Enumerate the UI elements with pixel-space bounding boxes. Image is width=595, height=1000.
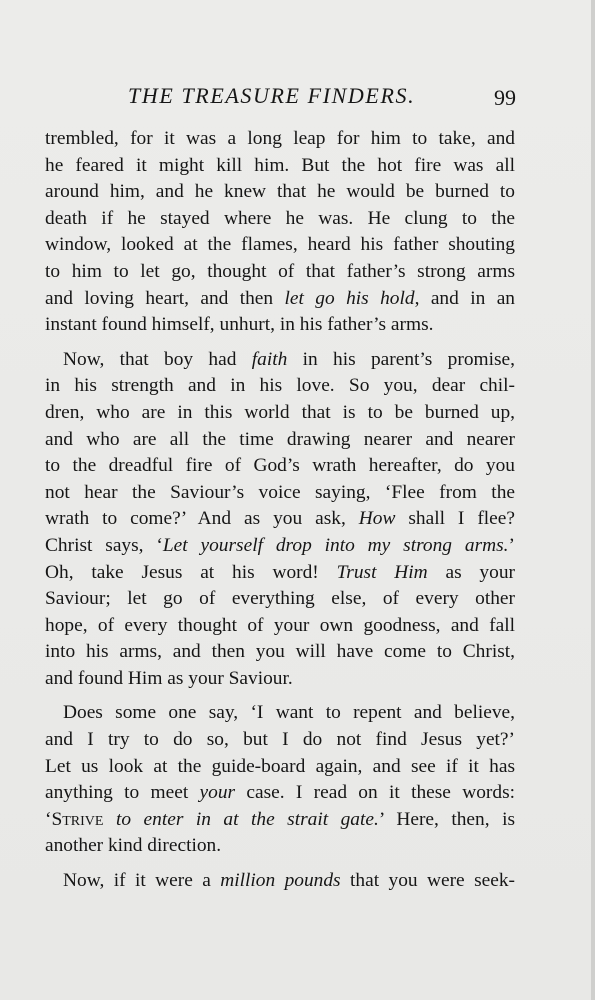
italic-phrase: Let yourself drop into my strong arms.: [162, 534, 509, 556]
text-run: anything to meet: [45, 782, 200, 804]
text-line: another kind direction.: [45, 835, 222, 857]
text-line: [45, 347, 515, 374]
body-text: [45, 126, 515, 895]
small-caps-word: Strive: [51, 808, 104, 830]
italic-phrase: million pounds: [220, 870, 341, 892]
page-header: [0, 83, 595, 113]
text-line: he feared it might kill him. But the hot fire was all: [45, 154, 515, 176]
text-line: [45, 868, 515, 895]
paragraph-1: [45, 126, 515, 339]
paragraph-3: [45, 700, 515, 860]
text-line: death if he stayed where he was. He clung to the: [45, 207, 515, 229]
text-run: , and in an: [414, 287, 515, 309]
paragraph-gap: [45, 339, 515, 347]
text-line: [45, 286, 515, 313]
text-line: in his strength and in his love. So you, dear chil-: [45, 375, 515, 397]
paragraph-2: [45, 347, 515, 693]
text-line: [45, 506, 515, 533]
text-line: hope, of every thought of your own goodness, and fall: [45, 614, 515, 636]
italic-phrase: Trust Him: [336, 561, 428, 583]
text-run: as your: [427, 561, 515, 583]
text-line: Does some one say, ‘I want to repent and believe,: [63, 702, 515, 724]
text-run: ’: [508, 534, 515, 556]
italic-word: your: [199, 782, 236, 804]
italic-phrase: to enter in at the strait gate.: [115, 808, 379, 830]
italic-word: How: [358, 508, 396, 530]
text-run: case. I read on it these words:: [235, 782, 516, 804]
text-line: to the dreadful fire of God’s wrath hereafter, do you: [45, 455, 515, 477]
text-line: not hear the Saviour’s voice saying, ‘Flee from the: [45, 481, 515, 503]
italic-phrase: let go his hold: [284, 287, 415, 309]
text-run: Now, that boy had: [63, 348, 252, 370]
text-line: to him to let go, thought of that father’s strong arms: [45, 260, 515, 282]
text-line: and I try to do so, but I do not find Jesus yet?’: [45, 729, 515, 751]
text-run: and loving heart, and then: [45, 287, 285, 309]
running-head: THE TREASURE FINDERS.: [128, 83, 416, 108]
text-line: dren, who are in this world that is to be burned up,: [45, 401, 515, 423]
text-run: shall I flee?: [395, 508, 515, 530]
text-line: around him, and he knew that he would be burned to: [45, 181, 515, 203]
text-run: [103, 809, 116, 830]
paragraph-gap: [45, 692, 515, 700]
text-line: window, looked at the flames, heard his father shouting: [45, 234, 515, 256]
text-line: and who are all the time drawing nearer and nearer: [45, 428, 515, 450]
text-line: [45, 780, 515, 807]
text-line: [45, 533, 515, 560]
italic-word: faith: [251, 348, 288, 370]
text-run: ‘: [45, 808, 52, 830]
text-run: Now, if it were a: [63, 870, 221, 892]
text-line: trembled, for it was a long leap for him to take, and: [45, 128, 515, 149]
text-run: Christ says, ‘: [45, 534, 163, 556]
text-line: [45, 807, 515, 834]
text-line: Let us look at the guide-board again, and see if it has: [45, 755, 515, 777]
text-run: wrath to come?’ And as you ask,: [45, 508, 359, 530]
text-run: in his parent’s promise,: [287, 348, 515, 370]
text-line: instant found himself, unhurt, in his father’s arms.: [45, 314, 434, 336]
text-line: and found Him as your Saviour.: [45, 667, 293, 689]
text-run: ’ Here, then, is: [378, 808, 516, 830]
text-run: Oh, take Jesus at his word!: [45, 561, 337, 583]
text-run: that you were seek-: [340, 870, 515, 892]
page-edge: [591, 0, 595, 1000]
paragraph-gap: [45, 860, 515, 868]
page-number: 99: [494, 85, 516, 110]
text-line: Saviour; let go of everything else, of every other: [45, 588, 515, 610]
text-line: into his arms, and then you will have come to Christ,: [45, 641, 515, 663]
text-line: [45, 560, 515, 587]
paragraph-4: [45, 868, 515, 895]
